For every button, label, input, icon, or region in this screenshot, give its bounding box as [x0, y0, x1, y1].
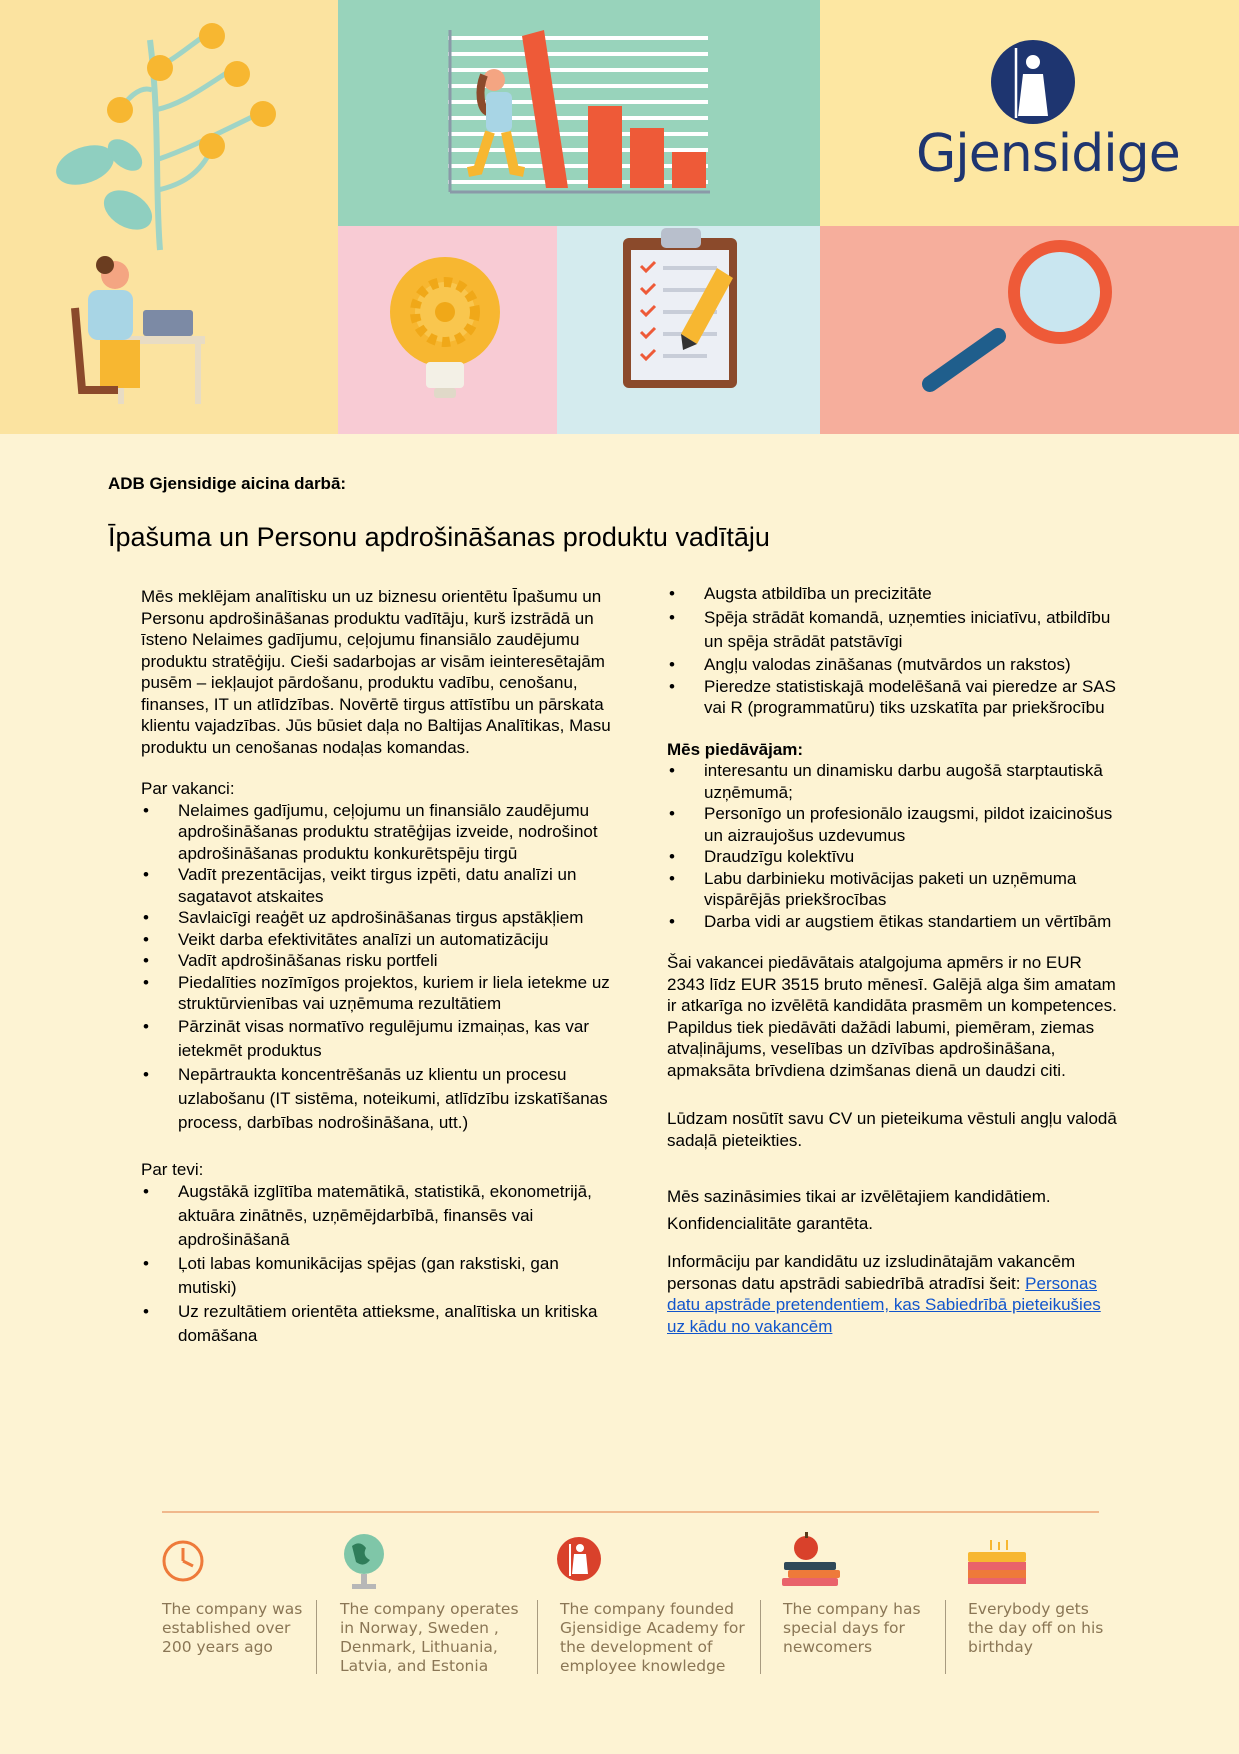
- footer-separator: [316, 1600, 317, 1674]
- privacy-paragraph: [667, 1251, 1117, 1337]
- footer-item-history: The company was established over 200 years ago: [162, 1600, 303, 1656]
- logo-tile: [820, 0, 1239, 226]
- offer-heading: Mēs piedāvājam:: [667, 739, 804, 759]
- falling-bars-illustration: [338, 0, 820, 226]
- plant-illustration-tile: [0, 0, 338, 434]
- list-item: • Personīgo un profesionālo izaugsmi, pildot izaicinošus un aizraujošus uzdevumus: [667, 803, 1117, 846]
- list-item: • Draudzīgu kolektīvu: [667, 846, 1117, 868]
- list-item: • Augstākā izglītība matemātikā, statistikā, ekonometrijā, aktuāra zinātnēs, uzņēmējdarbībā, finansēs vai apdrošināšanā: [141, 1180, 611, 1252]
- footer-separator: [945, 1600, 946, 1674]
- list-item: • Nelaimes gadījumu, ceļojumu un finansiālo zaudējumu apdrošināšanas produktu stratēģijas izveide, nodrošinot apdrošināšanas produktu konkurētspēju tirgū: [141, 800, 611, 865]
- footer-separator: [537, 1600, 538, 1674]
- magnifying-glass-icon: [820, 226, 1239, 434]
- brand-wordmark: Gjensidige: [916, 124, 1180, 184]
- right-column: [667, 582, 1117, 1337]
- job-title: Īpašuma un Personu apdrošināšanas produktu vadītāju: [108, 522, 770, 552]
- footer-item-birthday: Everybody gets the day off on his birthday: [968, 1600, 1104, 1656]
- clipboard-tile: [557, 226, 820, 434]
- salary-paragraph: Šai vakancei piedāvātais atalgojuma apmērs ir no EUR 2343 līdz EUR 3515 bruto mēnesī. Galējā alga šim amatam ir atkarīga no izvēlētā kandidāta prasmēm un kompetences. Papildus tiek piedāvāti dažādi labumi, piemēram, ziemas atvaļinājums, veselības un dzīvības apdrošināšana, apmaksāta brīvdiena dzimšanas dienā un daudzi citi.: [667, 953, 1117, 1080]
- list-item: • Veikt darba efektivitātes analīzi un automatizāciju: [141, 929, 611, 951]
- birthday-cake-icon: [966, 1538, 1028, 1593]
- offer-list: [667, 760, 1117, 932]
- intro-paragraph: Mēs meklējam analītisku un uz biznesu orientētu Īpašumu un Personu apdrošināšanas produktu vadītāju, kurš izstrādā un īsteno Nelaimes gadījumu, ceļojumu finansiālo zaudējumu produktu stratēģiju. Cieši sadarbojas ar visām ieinteresētajām pusēm – iekļaujot pārdošanu, produktu vadību, cenošanu, finanses, IT un atlīdzības. Novērtē tirgus attīstību un pārskata klientu vajadzības. Jūs būsiet daļa no Baltijas Analītikas, Masu produktu un cenošanas nodaļas komandas.: [141, 587, 611, 757]
- gjensidige-logo-icon: [820, 0, 1239, 226]
- lightbulb-tile: [338, 226, 557, 434]
- lead-line: ADB Gjensidige aicina darbā:: [108, 474, 347, 493]
- clock-icon: [160, 1538, 206, 1589]
- list-item: • Labu darbinieku motivācijas paketi un uzņēmuma vispārējās priekšrocības: [667, 868, 1117, 911]
- privacy-text: Informāciju par kandidātu uz izsludinātajām vakancēm personas datu apstrādi sabiedrībā atradīsi šeit:: [667, 1252, 1076, 1293]
- list-item: • Piedalīties nozīmīgos projektos, kuriem ir liela ietekme uz struktūrvienības vai uzņēmuma rezultātiem: [141, 972, 611, 1015]
- clipboard-checklist-icon: [557, 226, 820, 434]
- list-item-text: Uz rezultātiem orientēta attieksme, analītiska un kritiska domāšana: [178, 1302, 598, 1345]
- list-item: • Pieredze statistiskajā modelēšanā vai pieredze ar SAS vai R (programmatūru) tiks uzskatīta par priekšrocību: [667, 676, 1117, 719]
- chart-illustration-tile: [338, 0, 820, 226]
- list-item: • Vadīt apdrošināšanas risku portfeli: [141, 950, 611, 972]
- books-apple-icon: [780, 1532, 846, 1595]
- list-item: • interesantu un dinamisku darbu augošā starptautiskā uzņēmumā;: [667, 760, 1117, 803]
- footer-separator: [760, 1600, 761, 1674]
- footer-item-newcomers: The company has special days for newcomers: [783, 1600, 921, 1656]
- list-item: Augsta atbildība un precizitāte: [704, 584, 932, 603]
- list-item: • Ļoti labas komunikācijas spējas (gan rakstiski, gan mutiski): [141, 1252, 611, 1300]
- magnifier-tile: [820, 226, 1239, 434]
- list-item: [141, 1300, 611, 1348]
- about-you-list-continued: [667, 582, 1117, 719]
- apply-paragraph: Lūdzam nosūtīt savu CV un pieteikuma vēstuli angļu valodā sadaļā pieteikties.: [667, 1109, 1117, 1150]
- about-you-heading: Par tevi:: [141, 1159, 204, 1179]
- footer-item-countries: The company operates in Norway, Sweden , Denmark, Lithuania, Latvia, and Estonia: [340, 1600, 519, 1675]
- list-item: [667, 582, 1117, 606]
- list-item: • Pārzināt visas normatīvo regulējumu izmaiņas, kas var ietekmēt produktus: [141, 1015, 611, 1063]
- footer-item-academy: The company founded Gjensidige Academy for the development of employee knowledge: [560, 1600, 745, 1675]
- list-item: • Nepārtraukta koncentrēšanās uz klientu un procesu uzlabošanu (IT sistēma, noteikumi, atlīdzību izskatīšanas process, darbības nodrošināšana, utt.): [141, 1063, 611, 1135]
- list-item: • Savlaicīgi reaģēt uz apdrošināšanas tirgus apstākļiem: [141, 907, 611, 929]
- list-item: • Darba vidi ar augstiem ētikas standartiem un vērtībām: [667, 911, 1117, 933]
- contact-paragraph: Mēs sazināsimies tikai ar izvēlētajiem kandidātiem. Konfidencialitāte garantēta.: [667, 1187, 1051, 1233]
- list-item: • Spēja strādāt komandā, uzņemties iniciatīvu, atbildību un spēja strādāt patstāvīgi: [667, 606, 1117, 654]
- footer-divider: [162, 1511, 1099, 1513]
- gjensidige-knight-icon: [556, 1536, 602, 1587]
- plant-woman-laptop-illustration: [0, 0, 338, 434]
- left-column: [141, 586, 611, 1348]
- vacancy-heading: Par vakanci:: [141, 779, 235, 798]
- list-item: • Vadīt prezentācijas, veikt tirgus izpēti, datu analīzi un sagatavot atskaites: [141, 864, 611, 907]
- about-you-list: [141, 1180, 611, 1348]
- lightbulb-gear-icon: [338, 226, 557, 434]
- vacancy-list: [141, 800, 611, 1135]
- globe-icon: [340, 1532, 388, 1597]
- list-item: • Angļu valodas zināšanas (mutvārdos un rakstos): [667, 654, 1117, 676]
- privacy-link[interactable]: Personas datu apstrāde pretendentiem, kas Sabiedrībā pieteikušies uz kādu no vakancēm: [667, 1273, 1101, 1336]
